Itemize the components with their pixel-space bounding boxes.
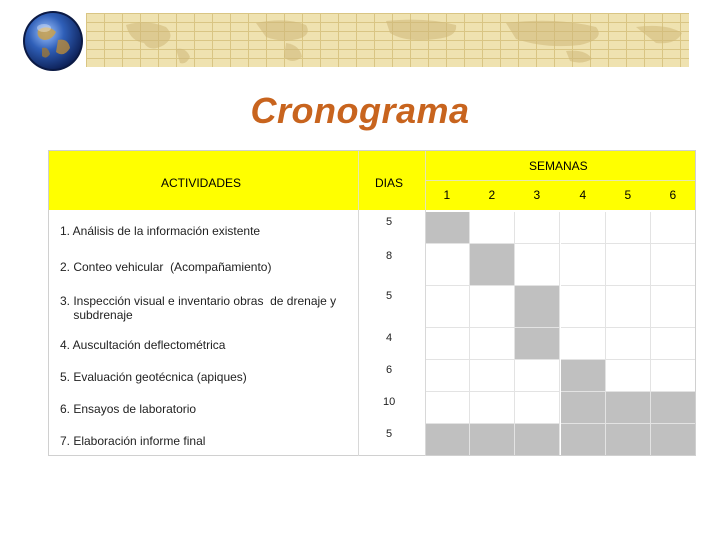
schedule-cell bbox=[651, 212, 696, 244]
schedule-cell bbox=[561, 286, 606, 328]
schedule-cell bbox=[606, 212, 651, 244]
header-divider bbox=[425, 180, 696, 181]
schedule-cell bbox=[470, 212, 515, 244]
days-value: 10 bbox=[383, 396, 396, 408]
schedule-cell bbox=[561, 244, 606, 286]
schedule-cell bbox=[561, 212, 606, 244]
activity-label: 7. Elaboración informe final bbox=[60, 434, 206, 448]
schedule-cell bbox=[515, 212, 560, 244]
activity-label: 6. Ensayos de laboratorio bbox=[60, 402, 197, 416]
days-value: 4 bbox=[386, 332, 393, 344]
week-number-2: 2 bbox=[488, 188, 496, 202]
schedule-cell bbox=[515, 328, 560, 360]
schedule-cell bbox=[651, 286, 696, 328]
days-value: 5 bbox=[386, 216, 393, 228]
schedule-cell bbox=[515, 286, 560, 328]
activity-label: 1. Análisis de la información existente bbox=[60, 224, 261, 238]
schedule-cell bbox=[606, 424, 651, 456]
weeks-header: SEMANAS bbox=[529, 159, 588, 173]
column-divider bbox=[358, 210, 359, 456]
schedule-cell bbox=[651, 244, 696, 286]
week-number-6: 6 bbox=[669, 188, 677, 202]
schedule-cell bbox=[515, 392, 560, 424]
column-divider bbox=[425, 210, 426, 456]
week-number-3: 3 bbox=[533, 188, 541, 202]
schedule-cell bbox=[470, 392, 515, 424]
schedule-cell bbox=[425, 286, 470, 328]
globe-icon bbox=[22, 10, 84, 72]
schedule-cell bbox=[515, 244, 560, 286]
days-header: DIAS bbox=[375, 176, 404, 190]
page-title: Cronograma bbox=[250, 90, 470, 131]
schedule-cell bbox=[425, 392, 470, 424]
schedule-cell bbox=[561, 392, 606, 424]
world-map-banner bbox=[86, 13, 689, 67]
schedule-cell bbox=[651, 392, 696, 424]
schedule-cell bbox=[515, 424, 560, 456]
schedule-cell bbox=[470, 328, 515, 360]
schedule-table bbox=[48, 150, 696, 456]
schedule-cell bbox=[606, 328, 651, 360]
days-value: 6 bbox=[386, 364, 393, 376]
schedule-cell bbox=[425, 424, 470, 456]
schedule-cell bbox=[470, 360, 515, 392]
schedule-cell bbox=[425, 328, 470, 360]
schedule-cell bbox=[651, 424, 696, 456]
week-number-4: 4 bbox=[579, 188, 587, 202]
schedule-cell bbox=[470, 244, 515, 286]
days-value: 5 bbox=[386, 428, 393, 440]
header-divider bbox=[358, 150, 359, 210]
activity-label: 5. Evaluación geotécnica (apiques) bbox=[60, 370, 247, 384]
week-number-1: 1 bbox=[443, 188, 451, 202]
activities-header: ACTIVIDADES bbox=[161, 176, 242, 190]
schedule-cell bbox=[470, 424, 515, 456]
schedule-cell bbox=[651, 360, 696, 392]
activity-label: 4. Auscultación deflectométrica bbox=[60, 338, 226, 352]
schedule-cell bbox=[606, 244, 651, 286]
schedule-cell bbox=[606, 360, 651, 392]
schedule-cell bbox=[561, 360, 606, 392]
schedule-cell bbox=[425, 212, 470, 244]
schedule-cell bbox=[651, 328, 696, 360]
schedule-cell bbox=[561, 424, 606, 456]
activity-label: 2. Conteo vehicular (Acompañamiento) bbox=[60, 260, 272, 274]
schedule-cell bbox=[470, 286, 515, 328]
activity-label: 3. Inspección visual e inventario obras de drenaje y subdrenaje bbox=[60, 294, 337, 322]
days-value: 8 bbox=[386, 250, 393, 262]
week-number-5: 5 bbox=[624, 188, 632, 202]
schedule-cell bbox=[606, 286, 651, 328]
schedule-cell bbox=[606, 392, 651, 424]
days-value: 5 bbox=[386, 290, 393, 302]
schedule-cell bbox=[561, 328, 606, 360]
schedule-cell bbox=[425, 244, 470, 286]
schedule-cell bbox=[515, 360, 560, 392]
schedule-cell bbox=[425, 360, 470, 392]
